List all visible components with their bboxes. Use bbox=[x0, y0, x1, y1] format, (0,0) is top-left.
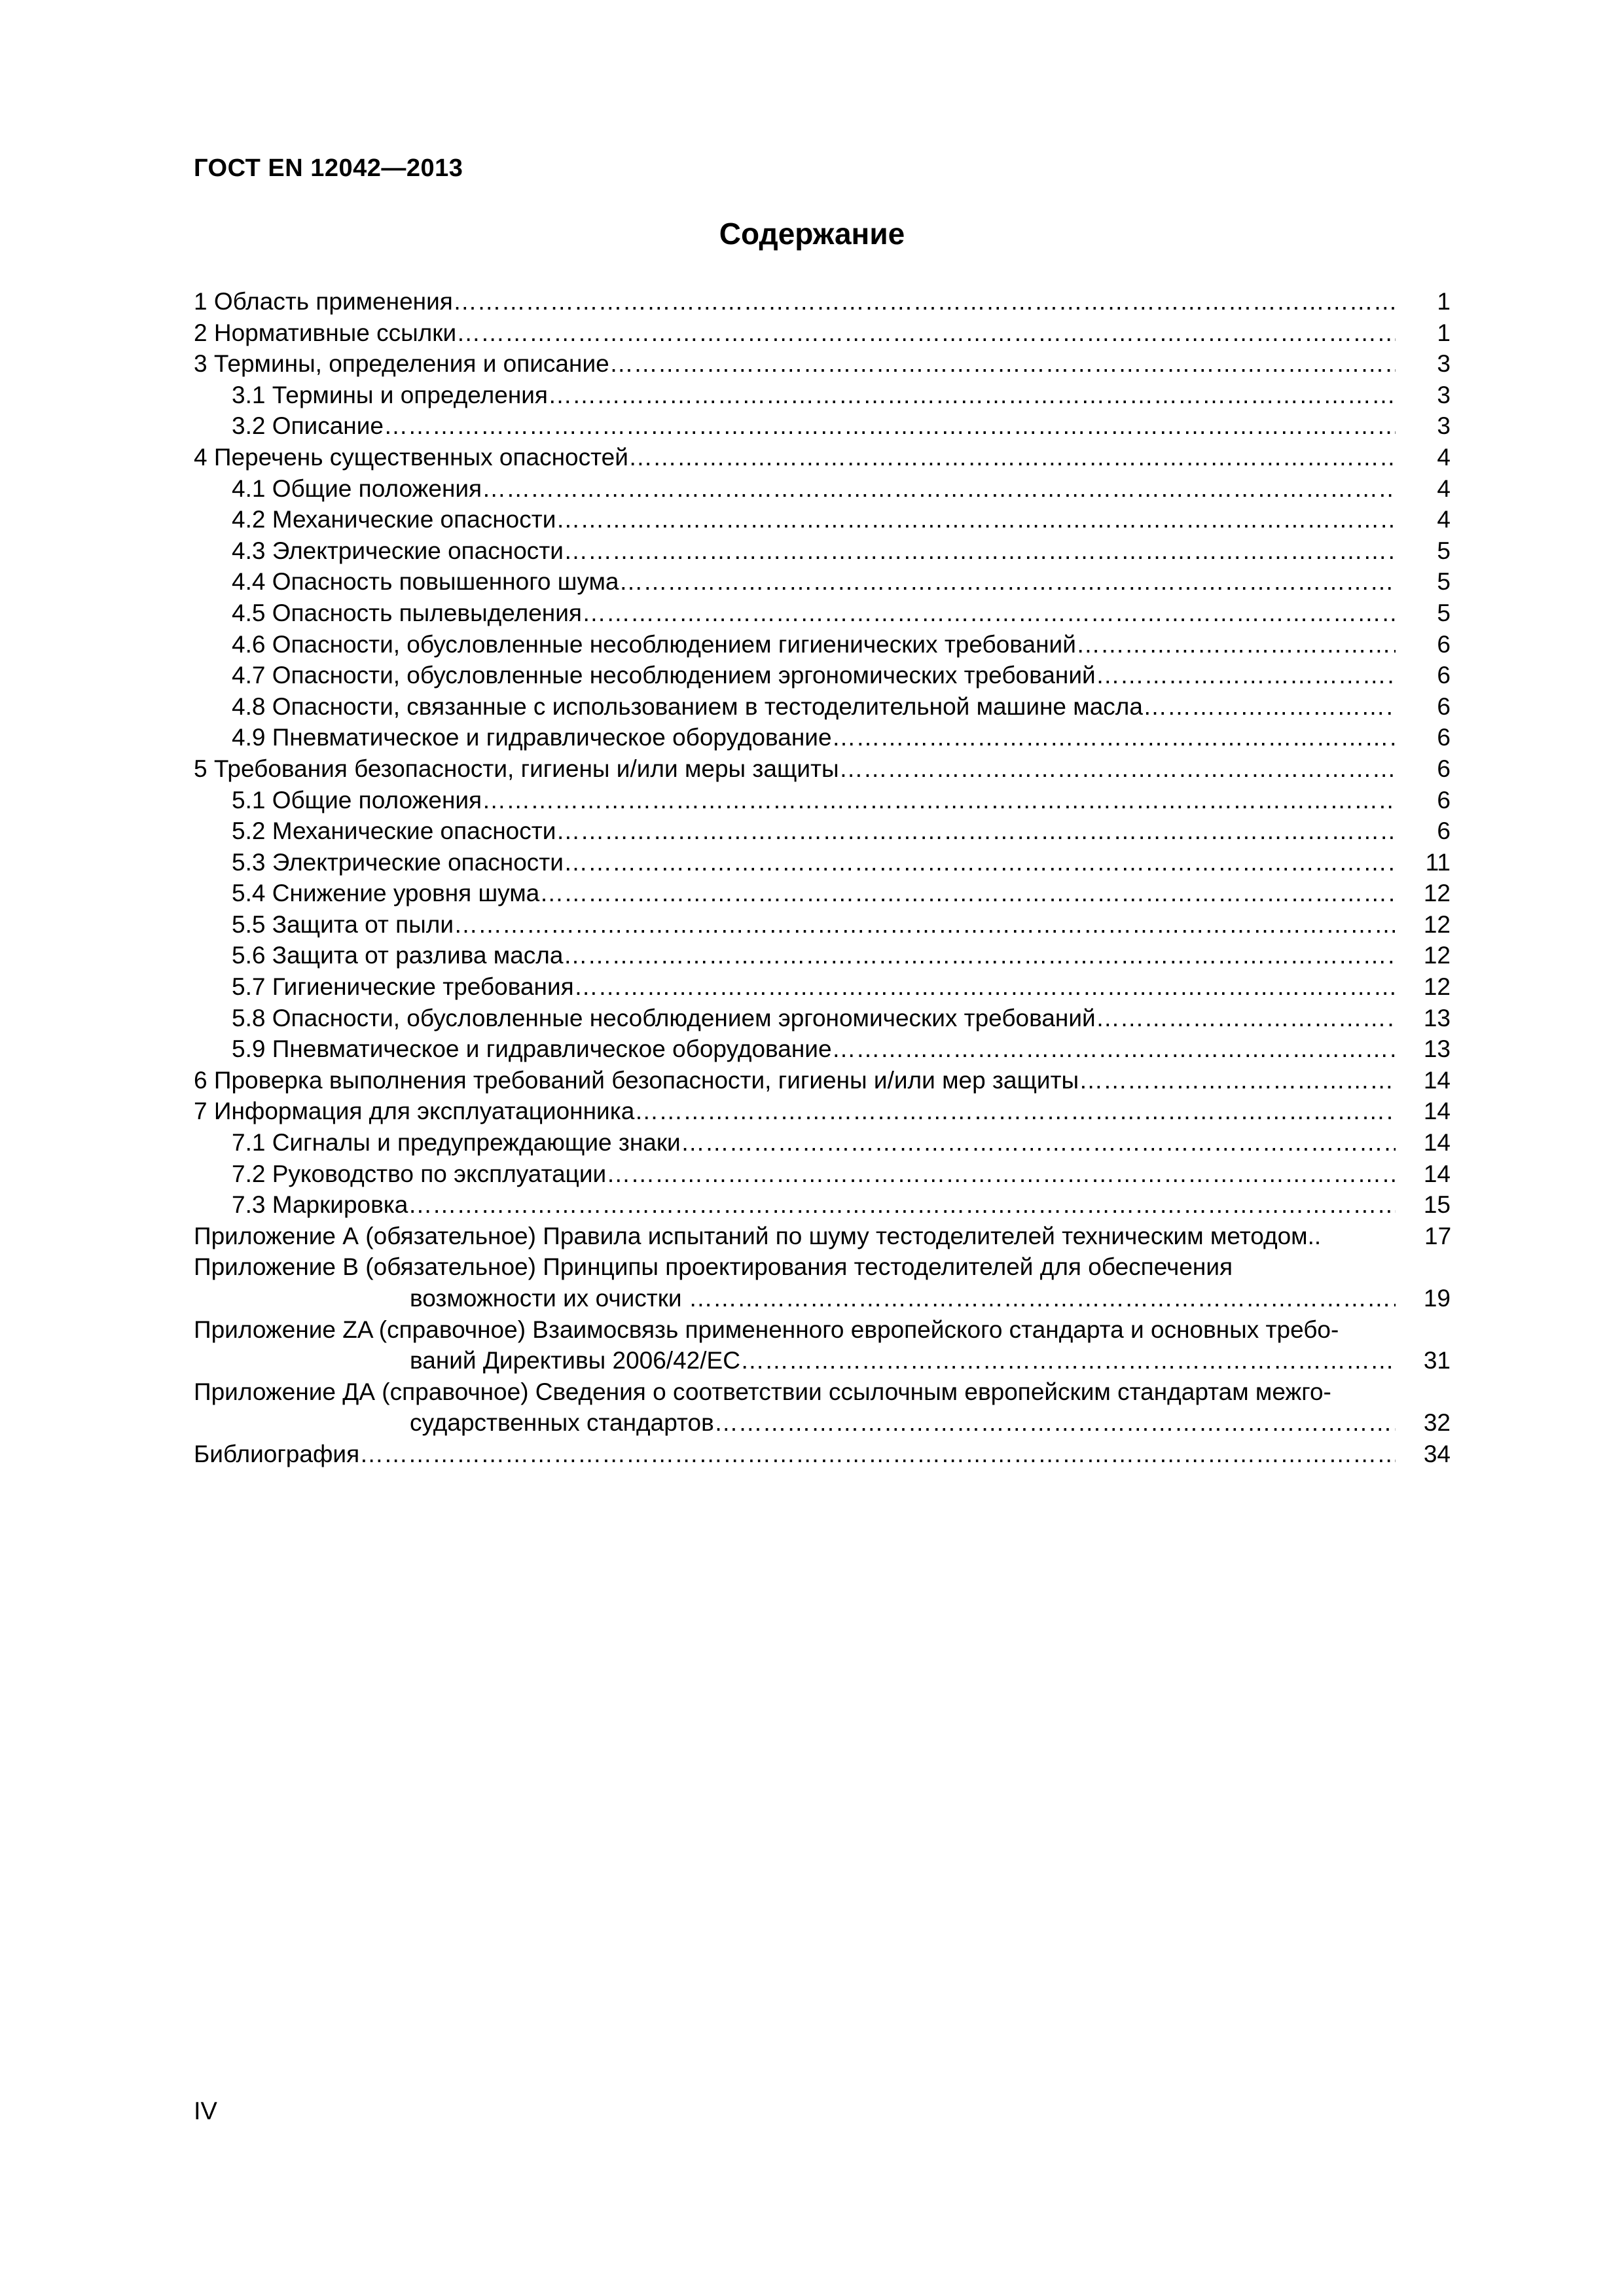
toc-entry-text: 5.5 Защита от пыли ………………………………………………………………………………………………………………………………………………………………………………………………………………………………………………………………………………………… bbox=[232, 909, 1396, 941]
toc-entry-text: 6 Проверка выполнения требований безопасности, гигиены и/или мер защиты ………………………………………………………………………………………………………………………………………………………………………………………………………………………………………………………………………………………… bbox=[194, 1065, 1396, 1096]
toc-entry-text: 7.1 Сигналы и предупреждающие знаки ………………………………………………………………………………………………………………………………………………………………………………………………………………………………………………………………………………………… bbox=[232, 1127, 1396, 1158]
toc-entry[interactable] bbox=[194, 380, 1451, 411]
toc-entry-text: 4.9 Пневматическое и гидравлическое оборудование ………………………………………………………………………………………………………………………………………………………………………………………………………………………………………………………………………………………… bbox=[232, 722, 1396, 753]
toc-entry[interactable] bbox=[194, 629, 1451, 660]
toc-entry-page: 6 bbox=[1437, 724, 1451, 751]
toc-entry-text: 4.8 Опасности, связанные с использованием в тестоделительной машине масла ………………………………………………………………………………………………………………………………………………………………………………………………………………………………………………………………………………………… bbox=[232, 691, 1396, 723]
toc-entry-page: 12 bbox=[1423, 973, 1451, 1001]
toc-entry[interactable] bbox=[194, 1033, 1451, 1065]
toc-entry-page: 6 bbox=[1437, 630, 1451, 658]
toc-entry[interactable] bbox=[194, 598, 1451, 629]
page-number: IV bbox=[194, 2098, 217, 2125]
toc-entry-page: 15 bbox=[1423, 1191, 1451, 1219]
toc-entry-page: 3 bbox=[1437, 412, 1451, 440]
toc-entry-page: 13 bbox=[1423, 1035, 1451, 1063]
toc-entry-text: 5.9 Пневматическое и гидравлическое оборудование ………………………………………………………………………………………………………………………………………………………………………………………………………………………………………………………………………………………… bbox=[232, 1033, 1396, 1065]
toc-entry[interactable] bbox=[194, 348, 1451, 380]
toc-entry[interactable] bbox=[194, 504, 1451, 535]
toc-entry[interactable] bbox=[194, 816, 1451, 847]
toc-annex-da-line1: Приложение ДА (справочное) Сведения о соответствии ссылочным европейским стандартам межго- bbox=[194, 1378, 1331, 1405]
toc-entry-text: 4 Перечень существенных опасностей ………………………………………………………………………………………………………………………………………………………………………………………………………………………………………………………………………………………… bbox=[194, 442, 1396, 473]
toc-entry-text: 3.1 Термины и определения ………………………………………………………………………………………………………………………………………………………………………………………………………………………………………………………………………………………… bbox=[232, 380, 1396, 411]
toc-entry-page: 14 bbox=[1423, 1160, 1451, 1187]
toc-annex-a[interactable] bbox=[194, 1221, 1451, 1252]
toc-entry[interactable] bbox=[194, 317, 1451, 349]
toc-entry-page: 14 bbox=[1423, 1098, 1451, 1125]
toc-entry[interactable] bbox=[194, 785, 1451, 816]
toc-entry-text: 1 Область применения ………………………………………………………………………………………………………………………………………………………………………………………………………………………………………………………………………………………… bbox=[194, 286, 1396, 317]
toc-entry-page: 12 bbox=[1423, 942, 1451, 969]
toc-entry-page: 4 bbox=[1437, 443, 1451, 471]
toc-entry[interactable] bbox=[194, 753, 1451, 785]
toc-entry-page: 6 bbox=[1437, 692, 1451, 720]
toc-entry-page: 6 bbox=[1437, 662, 1451, 689]
toc-entry-page: 5 bbox=[1437, 537, 1451, 564]
toc-entry-text: 5.6 Защита от разлива масла ………………………………………………………………………………………………………………………………………………………………………………………………………………………………………………………………………………………… bbox=[232, 940, 1396, 971]
toc-entry-text: 4.1 Общие положения ………………………………………………………………………………………………………………………………………………………………………………………………………………………………………………………………………………………… bbox=[232, 473, 1396, 505]
toc-entry[interactable] bbox=[194, 535, 1451, 567]
toc-entry-page: 6 bbox=[1437, 755, 1451, 782]
toc-entry[interactable] bbox=[194, 566, 1451, 598]
toc-annex-da-line2: сударственных стандартов ………………………………………………………………………………………………………………………………………………………………………………………………………………………………………………………………………………………… bbox=[410, 1407, 1396, 1439]
toc-bibliography-text: Библиография ………………………………………………………………………………………………………………………………………………………………………………………………………………………………………………………………………………………… bbox=[194, 1439, 1396, 1470]
toc-entry[interactable] bbox=[194, 473, 1451, 505]
toc-entry[interactable] bbox=[194, 1127, 1451, 1158]
toc-annex-za-line1: Приложение ZA (справочное) Взаимосвязь примененного европейского стандарта и основных требо- bbox=[194, 1316, 1339, 1343]
toc-annex-b-line1: Приложение В (обязательное) Принципы проектирования тестоделителей для обеспечения bbox=[194, 1253, 1233, 1281]
toc-entry-page: 1 bbox=[1437, 288, 1451, 315]
toc-entry-page: 1 bbox=[1437, 319, 1451, 346]
toc-annex-b-line2: возможности их очистки ………………………………………………………………………………………………………………………………………………………………………………………………………………………………………………………………………………………… bbox=[410, 1283, 1396, 1314]
toc-entry-page: 11 bbox=[1425, 848, 1451, 876]
toc-annex-za-line2: ваний Директивы 2006/42/EC ………………………………………………………………………………………………………………………………………………………………………………………………………………………………………………………………………………………… bbox=[410, 1345, 1396, 1376]
toc-annex-b[interactable] bbox=[194, 1251, 1451, 1314]
toc-entry[interactable] bbox=[194, 847, 1451, 878]
toc-entry-text: 7 Информация для эксплуатационника ………………………………………………………………………………………………………………………………………………………………………………………………………………………………………………………………………………………… bbox=[194, 1096, 1396, 1127]
toc-entry-page: 4 bbox=[1437, 506, 1451, 533]
toc-entry-page: 12 bbox=[1423, 910, 1451, 938]
toc-entry-text: 5.4 Снижение уровня шума ………………………………………………………………………………………………………………………………………………………………………………………………………………………………………………………………………………………… bbox=[232, 878, 1396, 909]
toc-entry-page: 14 bbox=[1423, 1066, 1451, 1094]
toc-entry-text: 5.1 Общие положения ………………………………………………………………………………………………………………………………………………………………………………………………………………………………………………………………………………………… bbox=[232, 785, 1396, 816]
toc-bibliography-page: 34 bbox=[1423, 1440, 1451, 1467]
toc-entry-page: 13 bbox=[1423, 1004, 1451, 1031]
toc-entry-text: 4.6 Опасности, обусловленные несоблюдением гигиенических требований ………………………………………………………………………………………………………………………………………………………………………………………………………………………………………………………………………………………… bbox=[232, 629, 1396, 660]
toc-entry-page: 5 bbox=[1437, 568, 1451, 596]
toc-entry-text: 4.4 Опасность повышенного шума ………………………………………………………………………………………………………………………………………………………………………………………………………………………………………………………………………………………… bbox=[232, 566, 1396, 598]
toc-annex-da-page: 32 bbox=[1423, 1409, 1451, 1437]
toc-entry[interactable] bbox=[194, 1065, 1451, 1096]
toc-entry-page: 14 bbox=[1423, 1129, 1451, 1157]
toc-entry-text: 7.3 Маркировка ………………………………………………………………………………………………………………………………………………………………………………………………………………………………………………………………………………………… bbox=[232, 1189, 1396, 1221]
toc-entry[interactable] bbox=[194, 722, 1451, 753]
toc-entry[interactable] bbox=[194, 660, 1451, 691]
toc-entry[interactable] bbox=[194, 971, 1451, 1003]
toc-entry-page: 12 bbox=[1423, 880, 1451, 907]
toc-entry-text: 5 Требования безопасности, гигиены и/или меры защиты ………………………………………………………………………………………………………………………………………………………………………………………………………………………………………………………………………………………… bbox=[194, 753, 1396, 785]
toc-entry[interactable] bbox=[194, 691, 1451, 723]
toc-annex-za[interactable] bbox=[194, 1314, 1451, 1376]
table-of-contents bbox=[194, 286, 1451, 1470]
toc-entry-text: 5.7 Гигиенические требования ………………………………………………………………………………………………………………………………………………………………………………………………………………………………………………………………………………………… bbox=[232, 971, 1396, 1003]
toc-entry-page: 3 bbox=[1437, 381, 1451, 408]
toc-bibliography[interactable] bbox=[194, 1439, 1451, 1470]
toc-entry[interactable] bbox=[194, 410, 1451, 442]
toc-entries bbox=[194, 286, 1451, 1221]
toc-entry[interactable] bbox=[194, 442, 1451, 473]
toc-entry-text: 4.7 Опасности, обусловленные несоблюдением эргономических требований ………………………………………………………………………………………………………………………………………………………………………………………………………………………………………………………………………………………… bbox=[232, 660, 1396, 691]
toc-entry-text: 4.2 Механические опасности ………………………………………………………………………………………………………………………………………………………………………………………………………………………………………………………………………………………… bbox=[232, 504, 1396, 535]
toc-entry[interactable] bbox=[194, 878, 1451, 909]
toc-entry-page: 4 bbox=[1437, 475, 1451, 502]
toc-entry-page: 3 bbox=[1437, 350, 1451, 378]
toc-annex-za-page: 31 bbox=[1423, 1347, 1451, 1374]
toc-annex-a-text: Приложение А (обязательное) Правила испытаний по шуму тестоделителей техническим методом.. bbox=[194, 1222, 1322, 1249]
toc-entry[interactable] bbox=[194, 1158, 1451, 1190]
toc-entry-text: 5.2 Механические опасности ………………………………………………………………………………………………………………………………………………………………………………………………………………………………………………………………………………………… bbox=[232, 816, 1396, 847]
toc-entry[interactable] bbox=[194, 1189, 1451, 1221]
toc-entry-text: 2 Нормативные ссылки ………………………………………………………………………………………………………………………………………………………………………………………………………………………………………………………………………………………… bbox=[194, 317, 1396, 349]
toc-entry[interactable] bbox=[194, 909, 1451, 941]
toc-entry-text: 4.5 Опасность пылевыделения ………………………………………………………………………………………………………………………………………………………………………………………………………………………………………………………………………………………… bbox=[232, 598, 1396, 629]
toc-annex-a-page: 17 bbox=[1424, 1222, 1452, 1249]
toc-entry-text: 5.3 Электрические опасности ………………………………………………………………………………………………………………………………………………………………………………………………………………………………………………………………………………………… bbox=[232, 847, 1396, 878]
toc-entry-page: 5 bbox=[1437, 599, 1451, 626]
toc-entry-page: 6 bbox=[1437, 817, 1451, 845]
toc-annex-b-page: 19 bbox=[1423, 1285, 1451, 1312]
toc-entry-text: 7.2 Руководство по эксплуатации ………………………………………………………………………………………………………………………………………………………………………………………………………………………………………………………………………………………… bbox=[232, 1158, 1396, 1190]
toc-entry-text: 3 Термины, определения и описание ………………………………………………………………………………………………………………………………………………………………………………………………………………………………………………………………………………………… bbox=[194, 348, 1396, 380]
toc-annex-da[interactable] bbox=[194, 1376, 1451, 1439]
toc-entry-page: 6 bbox=[1437, 786, 1451, 814]
toc-entry[interactable] bbox=[194, 286, 1451, 317]
page-title: Содержание bbox=[719, 217, 905, 251]
toc-entry[interactable] bbox=[194, 940, 1451, 971]
toc-entry-text: 4.3 Электрические опасности ………………………………………………………………………………………………………………………………………………………………………………………………………………………………………………………………………………………… bbox=[232, 535, 1396, 567]
toc-entry[interactable] bbox=[194, 1003, 1451, 1034]
toc-entry-text: 5.8 Опасности, обусловленные несоблюдением эргономических требований ………………………………………………………………………………………………………………………………………………………………………………………………………………………………………………………………………………………… bbox=[232, 1003, 1396, 1034]
toc-entry-text: 3.2 Описание ………………………………………………………………………………………………………………………………………………………………………………………………………………………………………………………………………………………… bbox=[232, 410, 1396, 442]
document-code: ГОСТ EN 12042—2013 bbox=[194, 154, 463, 182]
toc-entry[interactable] bbox=[194, 1096, 1451, 1127]
